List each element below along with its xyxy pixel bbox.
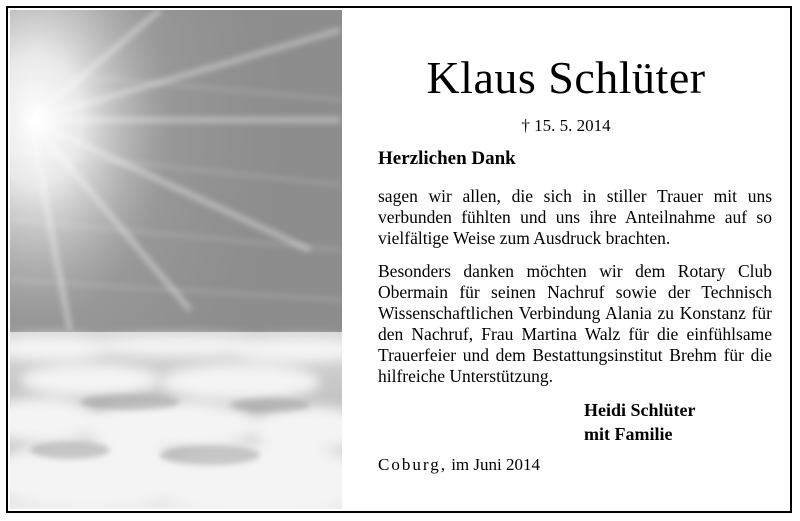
notice-text-panel: [342, 10, 790, 509]
signature-name: Heidi Schlüter: [584, 400, 696, 420]
thanks-heading: Herzlichen Dank: [378, 148, 516, 169]
place-date: [378, 454, 540, 476]
deceased-name: Klaus Schlüter: [426, 52, 706, 103]
signature: [584, 398, 696, 446]
thanks-paragraph-2: Besonders danken möchten wir dem Rotary Club Obermain für seinen Nachruf sowie der Technisch Wissenschaftlichen Verbindung Alania zu Konstanz für den Nachruf, Frau Martina Walz für die einfühlsame Trauerfeier und dem Bestattungsinstitut Brehm für die hilfreiche Unterstützung.: [378, 261, 772, 386]
sky-clouds-photo: [10, 10, 342, 509]
clouds-illustration: [10, 10, 342, 509]
death-date: † 15. 5. 2014: [521, 116, 611, 135]
place-month: im Juni 2014: [451, 455, 540, 474]
place-city: Coburg,: [378, 455, 447, 474]
signature-family: mit Familie: [584, 424, 673, 444]
thanks-paragraph-1: sagen wir allen, die sich in stiller Trauer mit uns verbunden fühlten und uns ihre Anteilnahme auf so vielfältige Weise zum Ausdruck brachten.: [378, 186, 772, 248]
